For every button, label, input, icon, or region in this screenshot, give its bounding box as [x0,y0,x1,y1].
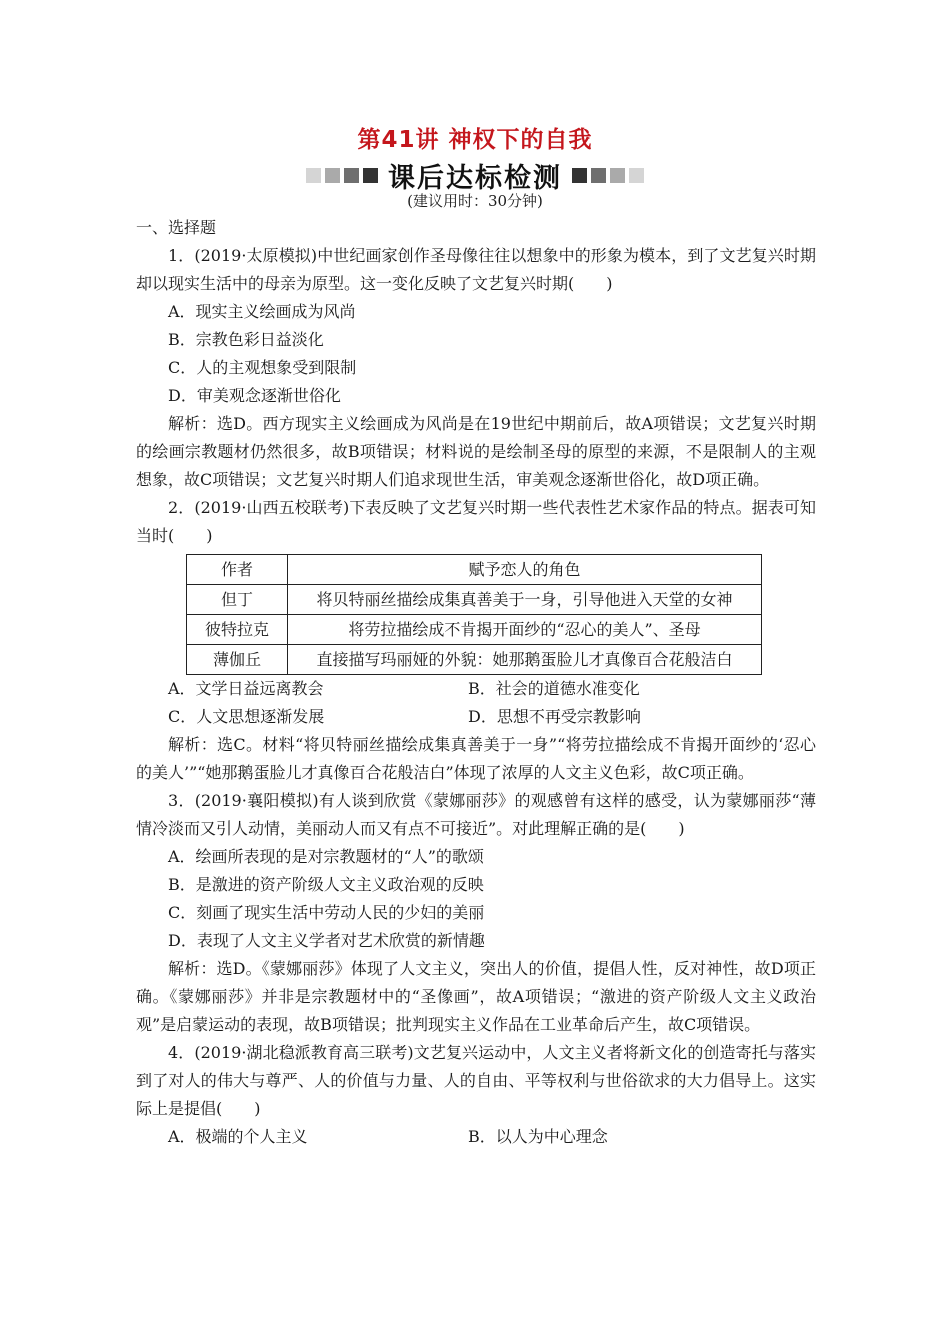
table-header-row [187,555,762,585]
question-3-option-d: D．表现了人文主义学者对艺术欣赏的新情趣 [168,931,485,950]
question-3-stem: 3．(2019·襄阳模拟)有人谈到欣赏《蒙娜丽莎》的观感曾有这样的感受，认为蒙娜丽莎“薄情冷淡而又引人动情，美丽动人而又有点不可接近”。对此理解正确的是( ) [136,791,816,838]
table-header-role: 赋予恋人的角色 [288,555,762,585]
question-3-option-c: C．刻画了现实生活中劳动人民的少妇的美丽 [168,903,485,922]
question-4-option-b: B．以人为中心理念 [468,1127,608,1146]
question-3-option-a: A．绘画所表现的是对宗教题材的“人”的歌颂 [168,847,484,866]
question-2-option-b: B．社会的道德水准变化 [468,679,640,698]
banner-squares-left [306,168,378,183]
question-3-option-b: B．是激进的资产阶级人文主义政治观的反映 [168,875,484,894]
table-cell-role: 直接描写玛丽娅的外貌：她那鹅蛋脸儿才真像百合花般洁白 [288,645,762,675]
table-row [187,645,762,675]
question-3-analysis: 解析：选D。《蒙娜丽莎》体现了人文主义，突出人的价值，提倡人性，反对神性，故D项正确。《蒙娜丽莎》并非是宗教题材中的“圣像画”，故A项错误；“激进的资产阶级人文主义政治观”是启蒙运动的表现，故B项错误；批判现实主义作品在工业革命后产生，故C项错误。 [136,959,816,1034]
table-row [187,585,762,615]
question-2-options-row-1 [136,675,816,703]
table-cell-role: 将劳拉描绘成不肯揭开面纱的“忍心的美人”、圣母 [288,615,762,645]
suggested-time: (建议用时：30分钟) [407,192,543,210]
section-heading: 一、选择题 [136,218,217,237]
question-1-option-c: C．人的主观想象受到限制 [168,358,357,377]
question-4-stem: 4．(2019·湖北稳派教育高三联考)文艺复兴运动中，人文主义者将新文化的创造寄托与落实到了对人的伟大与尊严、人的价值与力量、人的自由、平等权利与世俗欲求的大力倡导上。这实际上是提倡( ) [136,1043,816,1118]
question-1-stem: 1．(2019·太原模拟)中世纪画家创作圣母像往往以想象中的形象为模本，到了文艺复兴时期却以现实生活中的母亲为原型。这一变化反映了文艺复兴时期( ) [136,246,816,293]
question-1-option-a: A．现实主义绘画成为风尚 [168,302,356,321]
question-2-stem: 2．(2019·山西五校联考)下表反映了文艺复兴时期一些代表性艺术家作品的特点。据表可知当时( ) [136,498,816,545]
banner-title: 课后达标检测 [388,163,562,194]
question-2-option-c: C．人文思想逐渐发展 [168,707,325,726]
question-1-option-d: D．审美观念逐渐世俗化 [168,386,341,405]
table-cell-author: 薄伽丘 [187,645,288,675]
question-2-options-row-2 [136,703,816,731]
banner-squares-right [572,168,644,183]
content-body [136,214,816,1151]
question-2-analysis: 解析：选C。材料“将贝特丽丝描绘成集真善美于一身”“将劳拉描绘成不肯揭开面纱的‘忍心的美人’”“她那鹅蛋脸儿才真像百合花般洁白”体现了浓厚的人文主义色彩，故C项正确。 [136,735,816,782]
table-cell-author: 但丁 [187,585,288,615]
question-4-options-row-1 [136,1123,816,1151]
question-2-option-d: D．思想不再受宗教影响 [468,707,641,726]
question-2-table [186,554,762,675]
table-cell-role: 将贝特丽丝描绘成集真善美于一身，引导他进入天堂的女神 [288,585,762,615]
lesson-title: 第41讲 神权下的自我 [357,127,593,153]
table-header-author: 作者 [187,555,288,585]
question-1-analysis: 解析：选D。西方现实主义绘画成为风尚是在19世纪中期前后，故A项错误；文艺复兴时期的绘画宗教题材仍然很多，故B项错误；材料说的是绘制圣母的原型的来源，不是限制人的主观想象，故C项错误；文艺复兴时期人们追求现世生活，审美观念逐渐世俗化，故D项正确。 [136,414,816,489]
question-1-option-b: B．宗教色彩日益淡化 [168,330,324,349]
table-row [187,615,762,645]
table-cell-author: 彼特拉克 [187,615,288,645]
question-2-option-a: A．文学日益远离教会 [168,679,324,698]
question-4-option-a: A．极端的个人主义 [168,1127,308,1146]
